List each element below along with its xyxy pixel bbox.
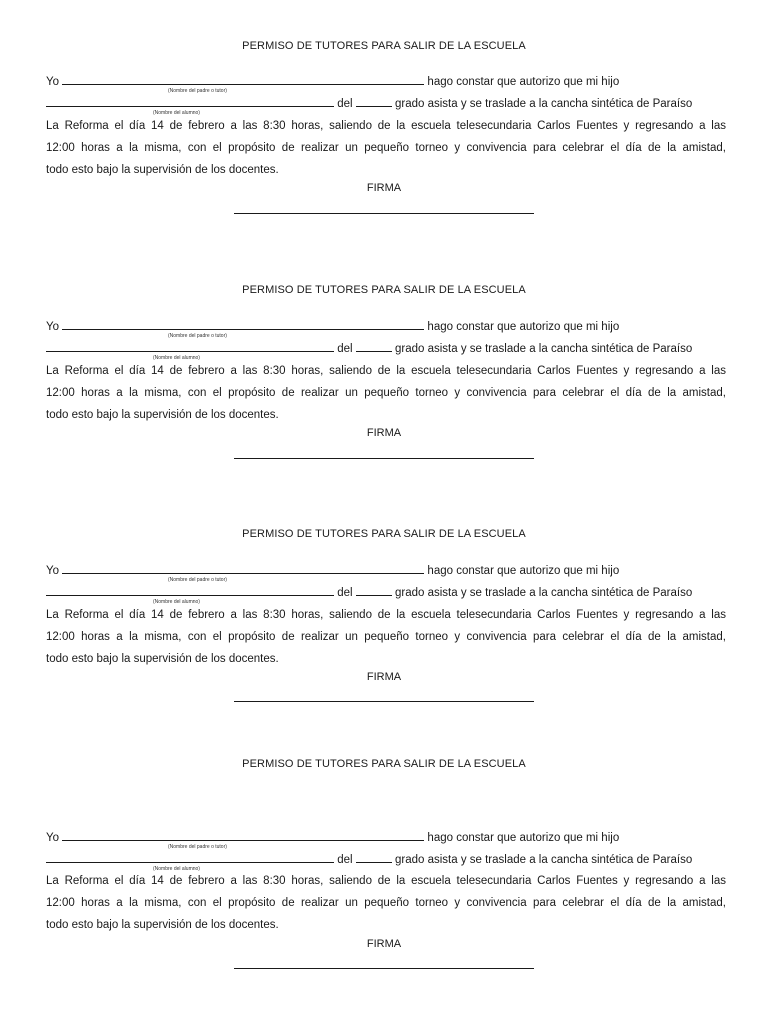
parent-line <box>46 830 619 844</box>
signature-label: FIRMA <box>366 938 402 950</box>
permission-paragraph <box>46 115 726 181</box>
student-name-caption: (Nombre del alumno) <box>153 110 200 116</box>
grade-text: grado asista y se traslade a la cancha sintética de Paraíso <box>394 854 693 866</box>
student-name-blank[interactable] <box>46 852 334 863</box>
parent-line <box>46 74 619 88</box>
student-name-caption: (Nombre del alumno) <box>153 599 200 605</box>
authorization-text: hago constar que autorizo que mi hijo <box>427 321 620 333</box>
parent-line <box>46 563 619 577</box>
paragraph-line: 12:00 horas a la misma, con el propósito de realizar un pequeño torneo y convivencia para celebrar el día de la amistad, <box>46 142 726 154</box>
signature-label: FIRMA <box>366 182 402 194</box>
paragraph-line: 12:00 horas a la misma, con el propósito de realizar un pequeño torneo y convivencia para celebrar el día de la amistad, <box>46 897 726 909</box>
student-name-blank[interactable] <box>46 96 334 107</box>
permission-paragraph <box>46 360 726 426</box>
signature-label: FIRMA <box>366 671 402 683</box>
parent-name-blank[interactable] <box>62 830 424 841</box>
form-title: PERMISO DE TUTORES PARA SALIR DE LA ESCUELA <box>242 758 526 770</box>
form-title: PERMISO DE TUTORES PARA SALIR DE LA ESCUELA <box>242 284 526 296</box>
grade-text: grado asista y se traslade a la cancha sintética de Paraíso <box>394 343 693 355</box>
grade-blank[interactable] <box>356 341 392 352</box>
form-title: PERMISO DE TUTORES PARA SALIR DE LA ESCUELA <box>242 528 526 540</box>
del-label: del <box>337 854 353 866</box>
signature-line[interactable] <box>234 701 534 702</box>
signature-line[interactable] <box>234 213 534 214</box>
parent-name-caption: (Nombre del padre o tutor) <box>168 88 227 94</box>
signature-label: FIRMA <box>366 427 402 439</box>
grade-blank[interactable] <box>356 852 392 863</box>
paragraph-line: todo esto bajo la supervisión de los docentes. <box>46 919 279 931</box>
student-name-caption: (Nombre del alumno) <box>153 866 200 872</box>
student-name-caption: (Nombre del alumno) <box>153 355 200 361</box>
parent-name-caption: (Nombre del padre o tutor) <box>168 844 227 850</box>
del-label: del <box>337 343 353 355</box>
paragraph-line: todo esto bajo la supervisión de los docentes. <box>46 409 279 421</box>
parent-name-blank[interactable] <box>62 563 424 574</box>
permission-paragraph <box>46 604 726 670</box>
parent-name-caption: (Nombre del padre o tutor) <box>168 577 227 583</box>
student-line <box>46 852 692 866</box>
paragraph-line: todo esto bajo la supervisión de los docentes. <box>46 653 279 665</box>
student-line <box>46 96 692 110</box>
paragraph-line: La Reforma el día 14 de febrero a las 8:30 horas, saliendo de la escuela telesecundaria Carlos Fuentes y regresando a las <box>46 609 726 621</box>
parent-name-blank[interactable] <box>62 319 424 330</box>
authorization-text: hago constar que autorizo que mi hijo <box>427 76 620 88</box>
authorization-text: hago constar que autorizo que mi hijo <box>427 565 620 577</box>
paragraph-line: 12:00 horas a la misma, con el propósito de realizar un pequeño torneo y convivencia para celebrar el día de la amistad, <box>46 387 726 399</box>
authorization-text: hago constar que autorizo que mi hijo <box>427 832 620 844</box>
yo-label: Yo <box>46 76 60 88</box>
grade-text: grado asista y se traslade a la cancha sintética de Paraíso <box>394 587 693 599</box>
paragraph-line: todo esto bajo la supervisión de los docentes. <box>46 164 279 176</box>
yo-label: Yo <box>46 321 60 333</box>
student-name-blank[interactable] <box>46 585 334 596</box>
del-label: del <box>337 98 353 110</box>
permission-paragraph <box>46 870 726 936</box>
parent-name-blank[interactable] <box>62 74 424 85</box>
yo-label: Yo <box>46 832 60 844</box>
paragraph-line: 12:00 horas a la misma, con el propósito de realizar un pequeño torneo y convivencia para celebrar el día de la amistad, <box>46 631 726 643</box>
paragraph-line: La Reforma el día 14 de febrero a las 8:30 horas, saliendo de la escuela telesecundaria Carlos Fuentes y regresando a las <box>46 365 726 377</box>
paragraph-line: La Reforma el día 14 de febrero a las 8:30 horas, saliendo de la escuela telesecundaria Carlos Fuentes y regresando a las <box>46 120 726 132</box>
student-line <box>46 585 692 599</box>
signature-line[interactable] <box>234 458 534 459</box>
student-name-blank[interactable] <box>46 341 334 352</box>
paragraph-line: La Reforma el día 14 de febrero a las 8:30 horas, saliendo de la escuela telesecundaria Carlos Fuentes y regresando a las <box>46 875 726 887</box>
parent-name-caption: (Nombre del padre o tutor) <box>168 333 227 339</box>
signature-line[interactable] <box>234 968 534 969</box>
grade-text: grado asista y se traslade a la cancha sintética de Paraíso <box>394 98 693 110</box>
grade-blank[interactable] <box>356 585 392 596</box>
student-line <box>46 341 692 355</box>
form-title: PERMISO DE TUTORES PARA SALIR DE LA ESCUELA <box>242 40 526 52</box>
parent-line <box>46 319 619 333</box>
grade-blank[interactable] <box>356 96 392 107</box>
del-label: del <box>337 587 353 599</box>
yo-label: Yo <box>46 565 60 577</box>
